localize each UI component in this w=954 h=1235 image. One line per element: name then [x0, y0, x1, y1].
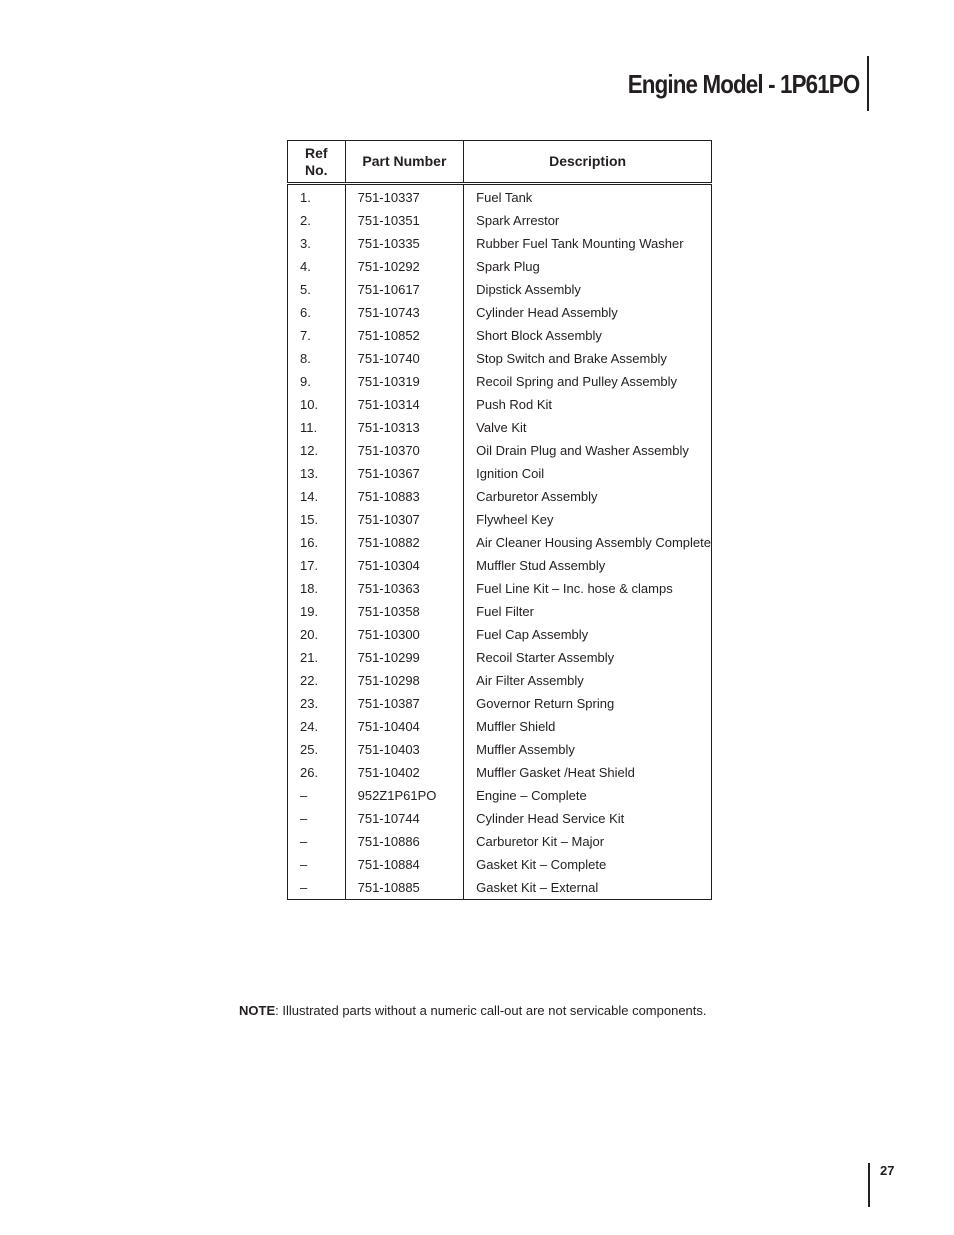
ref-no-cell: 14.	[288, 485, 346, 508]
table-header-row	[288, 141, 712, 184]
table-row	[288, 255, 712, 278]
table-row	[288, 209, 712, 232]
table-row	[288, 324, 712, 347]
note-label: NOTE	[239, 1003, 276, 1018]
part-number-cell: 751-10852	[345, 324, 464, 347]
table-row	[288, 669, 712, 692]
description-cell: Flywheel Key	[464, 508, 712, 531]
part-number-cell: 751-10370	[345, 439, 464, 462]
ref-no-cell: 8.	[288, 347, 346, 370]
description-cell: Muffler Shield	[464, 715, 712, 738]
table-row	[288, 485, 712, 508]
description-cell: Gasket Kit – Complete	[464, 853, 712, 876]
description-cell: Spark Plug	[464, 255, 712, 278]
note-text: : Illustrated parts without a numeric call-out are not servicable components.	[275, 1003, 707, 1018]
table-row	[288, 876, 712, 900]
table-row	[288, 623, 712, 646]
description-cell: Air Filter Assembly	[464, 669, 712, 692]
description-cell: Air Cleaner Housing Assembly Complete	[464, 531, 712, 554]
part-number-cell: 751-10404	[345, 715, 464, 738]
table-row	[288, 370, 712, 393]
description-cell: Muffler Assembly	[464, 738, 712, 761]
ref-no-cell: 6.	[288, 301, 346, 324]
part-number-cell: 751-10300	[345, 623, 464, 646]
parts-table	[287, 140, 712, 900]
part-number-cell: 751-10744	[345, 807, 464, 830]
ref-no-cell: 21.	[288, 646, 346, 669]
header-part-number: Part Number	[345, 141, 464, 184]
ref-no-cell: 24.	[288, 715, 346, 738]
ref-no-cell: 18.	[288, 577, 346, 600]
part-number-cell: 751-10292	[345, 255, 464, 278]
ref-no-cell: 17.	[288, 554, 346, 577]
ref-no-cell: 15.	[288, 508, 346, 531]
description-cell: Cylinder Head Assembly	[464, 301, 712, 324]
ref-no-cell: 5.	[288, 278, 346, 301]
description-cell: Dipstick Assembly	[464, 278, 712, 301]
parts-table-body	[288, 184, 712, 900]
description-cell: Engine – Complete	[464, 784, 712, 807]
part-number-cell: 751-10335	[345, 232, 464, 255]
description-cell: Governor Return Spring	[464, 692, 712, 715]
part-number-cell: 751-10885	[345, 876, 464, 900]
table-row	[288, 531, 712, 554]
ref-no-cell: 2.	[288, 209, 346, 232]
table-row	[288, 554, 712, 577]
part-number-cell: 751-10363	[345, 577, 464, 600]
part-number-cell: 952Z1P61PO	[345, 784, 464, 807]
header-description: Description	[464, 141, 712, 184]
table-row	[288, 715, 712, 738]
part-number-cell: 751-10304	[345, 554, 464, 577]
ref-no-cell: 16.	[288, 531, 346, 554]
header-ref-no	[288, 141, 346, 184]
description-cell: Valve Kit	[464, 416, 712, 439]
part-number-cell: 751-10314	[345, 393, 464, 416]
title-divider	[867, 56, 869, 111]
ref-no-cell: 10.	[288, 393, 346, 416]
table-row	[288, 184, 712, 210]
ref-no-cell: 7.	[288, 324, 346, 347]
description-cell: Gasket Kit – External	[464, 876, 712, 900]
part-number-cell: 751-10403	[345, 738, 464, 761]
description-cell: Recoil Spring and Pulley Assembly	[464, 370, 712, 393]
table-row	[288, 347, 712, 370]
part-number-cell: 751-10886	[345, 830, 464, 853]
description-cell: Fuel Line Kit – Inc. hose & clamps	[464, 577, 712, 600]
part-number-cell: 751-10617	[345, 278, 464, 301]
table-row	[288, 301, 712, 324]
table-row	[288, 393, 712, 416]
ref-no-cell: 26.	[288, 761, 346, 784]
ref-no-cell: 25.	[288, 738, 346, 761]
part-number-cell: 751-10367	[345, 462, 464, 485]
description-cell: Oil Drain Plug and Washer Assembly	[464, 439, 712, 462]
ref-no-cell: –	[288, 830, 346, 853]
part-number-cell: 751-10299	[345, 646, 464, 669]
part-number-cell: 751-10743	[345, 301, 464, 324]
ref-no-cell: 3.	[288, 232, 346, 255]
part-number-cell: 751-10358	[345, 600, 464, 623]
part-number-cell: 751-10883	[345, 485, 464, 508]
part-number-cell: 751-10319	[345, 370, 464, 393]
ref-no-cell: 4.	[288, 255, 346, 278]
table-row	[288, 462, 712, 485]
note	[239, 1003, 707, 1018]
table-row	[288, 853, 712, 876]
description-cell: Fuel Tank	[464, 184, 712, 210]
ref-no-cell: 11.	[288, 416, 346, 439]
description-cell: Rubber Fuel Tank Mounting Washer	[464, 232, 712, 255]
ref-no-cell: 12.	[288, 439, 346, 462]
ref-no-cell: 1.	[288, 184, 346, 210]
ref-no-cell: 20.	[288, 623, 346, 646]
part-number-cell: 751-10402	[345, 761, 464, 784]
description-cell: Carburetor Assembly	[464, 485, 712, 508]
ref-no-cell: 13.	[288, 462, 346, 485]
ref-no-cell: 19.	[288, 600, 346, 623]
ref-no-cell: –	[288, 876, 346, 900]
description-cell: Recoil Starter Assembly	[464, 646, 712, 669]
description-cell: Fuel Cap Assembly	[464, 623, 712, 646]
description-cell: Carburetor Kit – Major	[464, 830, 712, 853]
table-row	[288, 416, 712, 439]
part-number-cell: 751-10884	[345, 853, 464, 876]
table-row	[288, 278, 712, 301]
part-number-cell: 751-10351	[345, 209, 464, 232]
page-number: 27	[880, 1163, 895, 1178]
description-cell: Muffler Gasket /Heat Shield	[464, 761, 712, 784]
description-cell: Cylinder Head Service Kit	[464, 807, 712, 830]
header-ref-line1: Ref	[305, 144, 328, 161]
ref-no-cell: 22.	[288, 669, 346, 692]
description-cell: Stop Switch and Brake Assembly	[464, 347, 712, 370]
part-number-cell: 751-10298	[345, 669, 464, 692]
part-number-cell: 751-10337	[345, 184, 464, 210]
table-row	[288, 439, 712, 462]
table-row	[288, 508, 712, 531]
footer-divider	[868, 1163, 870, 1207]
part-number-cell: 751-10882	[345, 531, 464, 554]
table-row	[288, 738, 712, 761]
part-number-cell: 751-10307	[345, 508, 464, 531]
description-cell: Muffler Stud Assembly	[464, 554, 712, 577]
description-cell: Push Rod Kit	[464, 393, 712, 416]
ref-no-cell: –	[288, 853, 346, 876]
description-cell: Fuel Filter	[464, 600, 712, 623]
ref-no-cell: 9.	[288, 370, 346, 393]
ref-no-cell: –	[288, 807, 346, 830]
part-number-cell: 751-10387	[345, 692, 464, 715]
page-title: Engine Model - 1P61PO	[627, 69, 859, 99]
table-row	[288, 600, 712, 623]
ref-no-cell: –	[288, 784, 346, 807]
table-row	[288, 646, 712, 669]
table-row	[288, 692, 712, 715]
description-cell: Short Block Assembly	[464, 324, 712, 347]
part-number-cell: 751-10740	[345, 347, 464, 370]
part-number-cell: 751-10313	[345, 416, 464, 439]
table-row	[288, 761, 712, 784]
table-row	[288, 784, 712, 807]
table-row	[288, 807, 712, 830]
description-cell: Spark Arrestor	[464, 209, 712, 232]
table-row	[288, 830, 712, 853]
table-row	[288, 577, 712, 600]
ref-no-cell: 23.	[288, 692, 346, 715]
table-row	[288, 232, 712, 255]
header-ref-line2: No.	[305, 161, 328, 178]
description-cell: Ignition Coil	[464, 462, 712, 485]
